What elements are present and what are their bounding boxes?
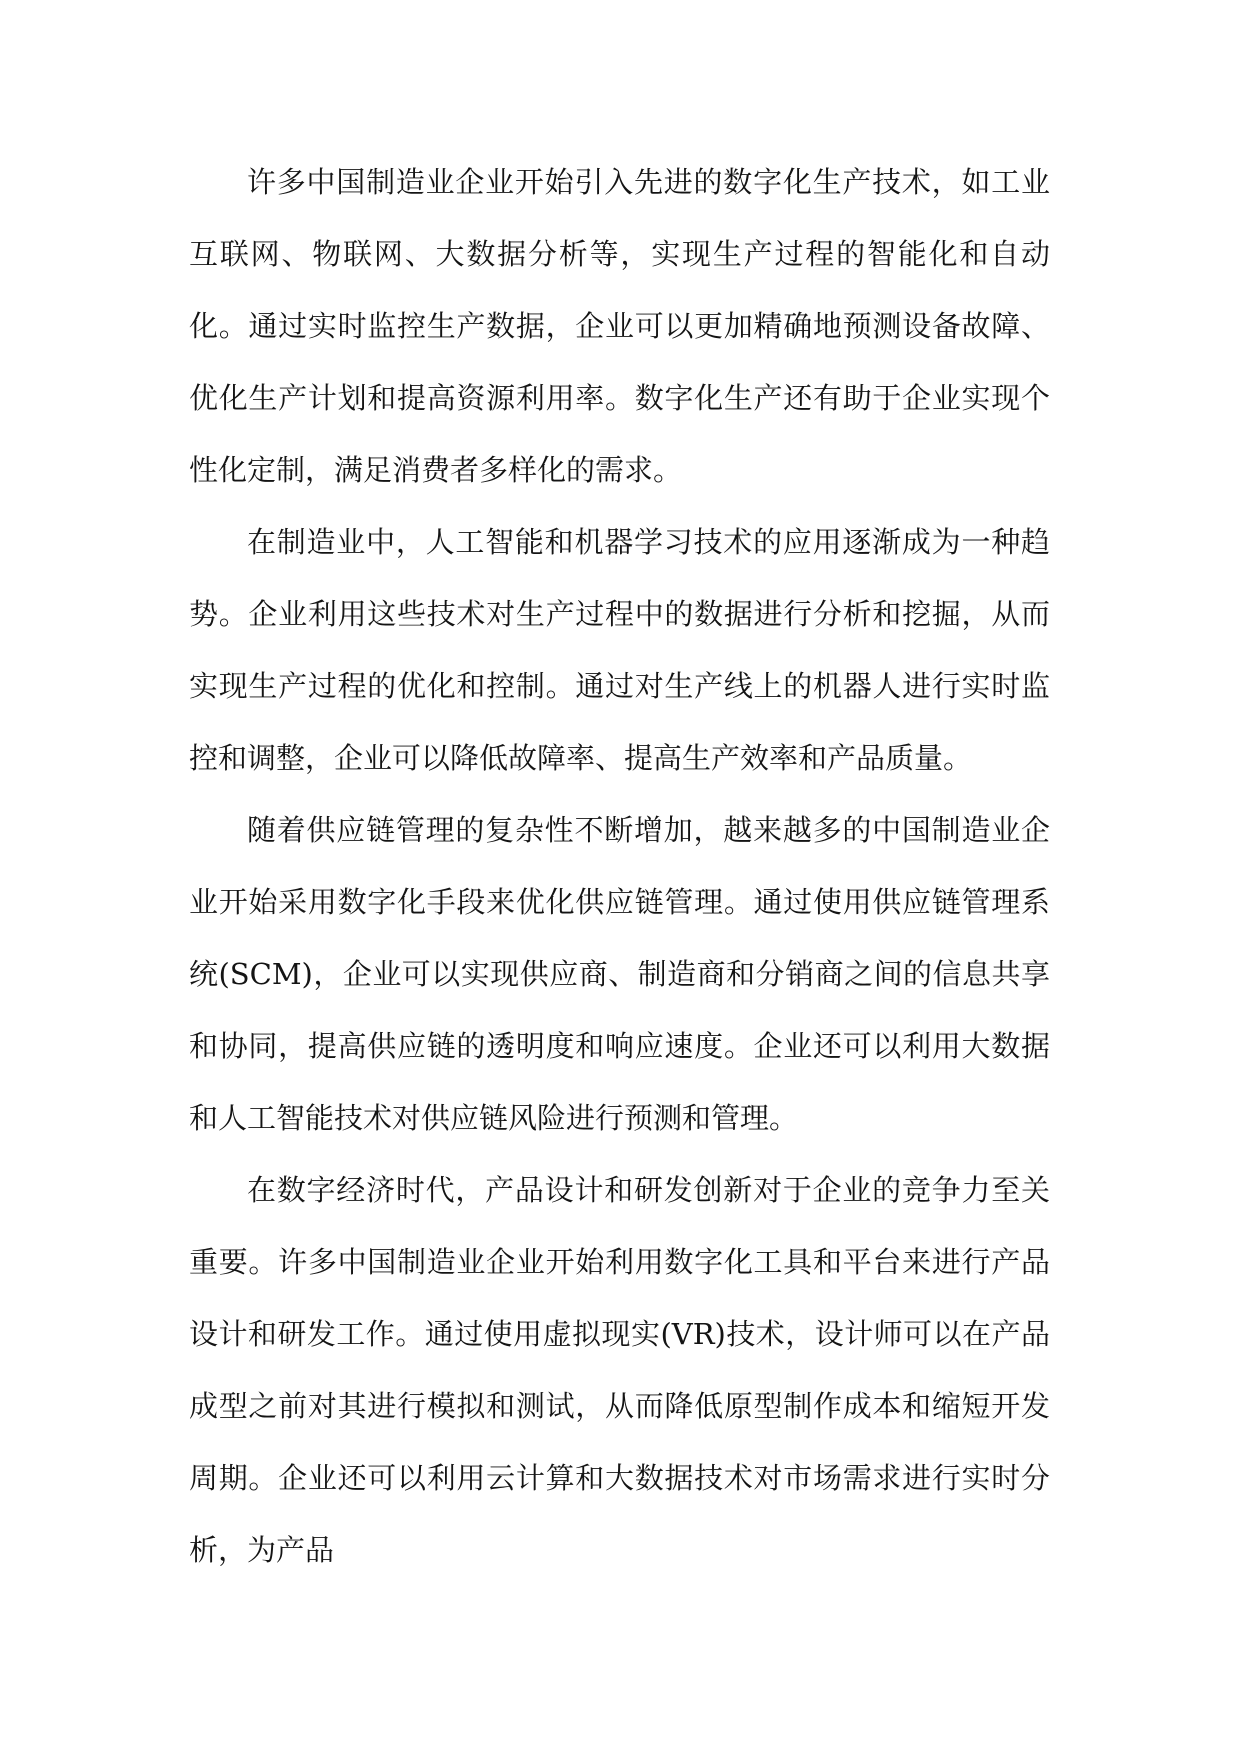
document-body — [189, 146, 1050, 1586]
paragraph-product-design: 在数字经济时代，产品设计和研发创新对于企业的竞争力至关重要。许多中国制造业企业开始利用数字化工具和平台来进行产品设计和研发工作。通过使用虚拟现实(VR)技术，设计师可以在产品成型之前对其进行模拟和测试，从而降低原型制作成本和缩短开发周期。企业还可以利用云计算和大数据技术对市场需求进行实时分析，为产品 — [189, 1173, 1050, 1567]
paragraph-digital-production: 许多中国制造业企业开始引入先进的数字化生产技术，如工业互联网、物联网、大数据分析等，实现生产过程的智能化和自动化。通过实时监控生产数据，企业可以更加精确地预测设备故障、优化生产计划和提高资源利用率。数字化生产还有助于企业实现个性化定制，满足消费者多样化的需求。 — [189, 165, 1050, 487]
paragraph-supply-chain: 随着供应链管理的复杂性不断增加，越来越多的中国制造业企业开始采用数字化手段来优化供应链管理。通过使用供应链管理系统(SCM)，企业可以实现供应商、制造商和分销商之间的信息共享和协同，提高供应链的透明度和响应速度。企业还可以利用大数据和人工智能技术对供应链风险进行预测和管理。 — [189, 813, 1050, 1135]
paragraph-ai-machine-learning: 在制造业中，人工智能和机器学习技术的应用逐渐成为一种趋势。企业利用这些技术对生产过程中的数据进行分析和挖掘，从而实现生产过程的优化和控制。通过对生产线上的机器人进行实时监控和调整，企业可以降低故障率、提高生产效率和产品质量。 — [189, 525, 1050, 775]
